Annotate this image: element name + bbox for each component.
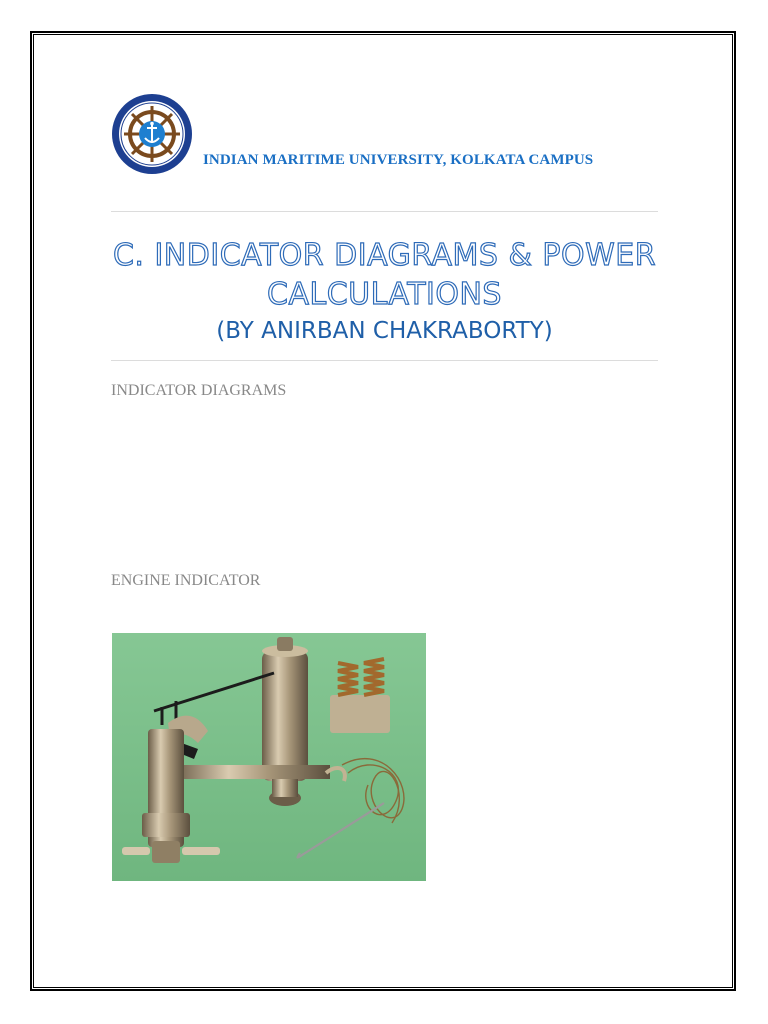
title-author: (BY ANIRBAN CHAKRABORTY) xyxy=(216,318,553,344)
title-line-2: CALCULATIONS xyxy=(267,277,502,312)
document-title xyxy=(111,236,658,346)
divider-top xyxy=(111,211,658,212)
divider-bottom xyxy=(111,360,658,361)
university-name: INDIAN MARITIME UNIVERSITY, KOLKATA CAMPUS xyxy=(203,152,594,168)
heading-engine-indicator: ENGINE INDICATOR xyxy=(111,572,261,589)
university-logo-icon xyxy=(110,92,194,176)
title-line-1: C. INDICATOR DIAGRAMS & POWER xyxy=(112,238,657,273)
heading-indicator-diagrams: INDICATOR DIAGRAMS xyxy=(111,382,287,399)
engine-indicator-photo xyxy=(112,633,426,881)
